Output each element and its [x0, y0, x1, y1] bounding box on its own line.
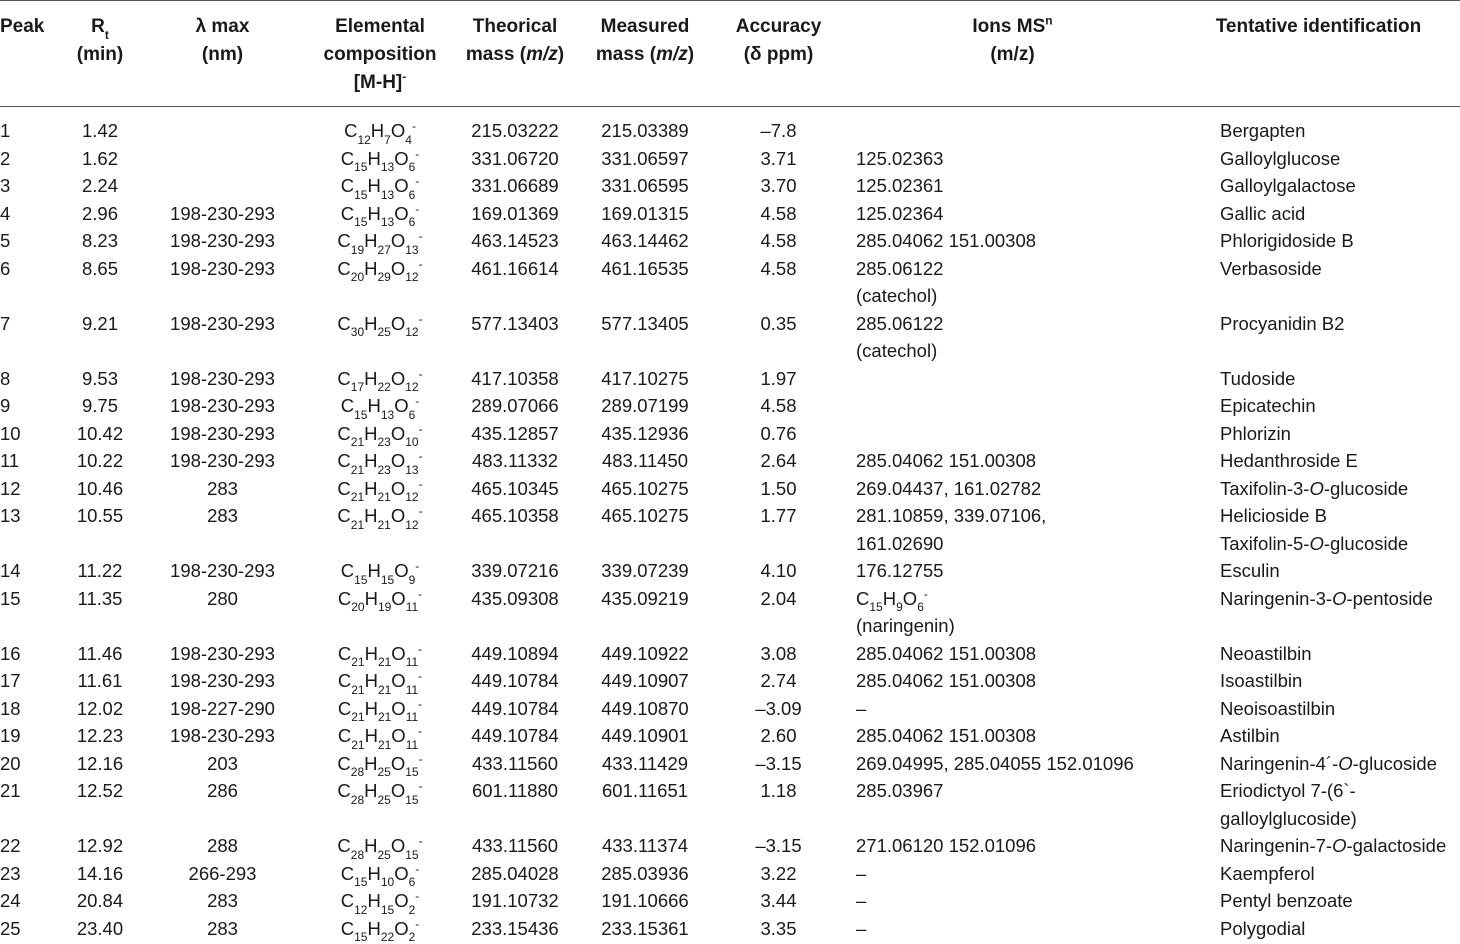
table-row	[0, 887, 1460, 915]
table-row	[0, 777, 1460, 832]
cell-identification: Naringenin-7-O-galactoside	[1220, 835, 1447, 856]
cell-rt: 12.16	[76, 752, 124, 774]
cell-accuracy: 4.58	[760, 395, 797, 416]
cell-formula: $C_{12}H_{15}O_2^-$	[340, 888, 420, 917]
cell-theorical-mass: 285.04028	[471, 862, 559, 884]
cell-accuracy: 2.60	[760, 725, 797, 746]
cell-peak: 12	[0, 477, 21, 499]
cell-lambda: 283	[207, 890, 238, 911]
cell-formula: $C_{15}H_{10}O_6^-$	[340, 861, 420, 890]
cell-peak: 22	[0, 835, 21, 856]
cell-measured-mass: 577.13405	[601, 312, 689, 334]
cell-peak: 24	[0, 890, 21, 911]
cell-ions: –	[856, 917, 867, 939]
cell-rt: 12.23	[76, 725, 124, 746]
cell-accuracy: 3.71	[760, 147, 797, 169]
cell-theorical-mass: 191.10732	[471, 890, 559, 911]
header-measured: Measured mass (m/z)	[595, 16, 695, 65]
cell-measured-mass: 483.11450	[601, 450, 689, 471]
cell-identification: Hedanthroside E	[1220, 450, 1358, 471]
cell-lambda: 203	[207, 752, 238, 774]
cell-measured-mass: 433.11429	[601, 752, 689, 774]
cell-formula: $C_{28}H_{25}O_{15}^-$	[337, 751, 423, 780]
table-row	[0, 915, 1460, 943]
cell-identification: Eriodictyol 7-(6`- galloylglucoside)	[1220, 780, 1357, 829]
cell-formula: $C_{20}H_{19}O_{11}^-$	[337, 586, 423, 615]
cell-peak: 14	[0, 560, 21, 581]
cell-rt: 12.52	[76, 780, 124, 801]
cell-accuracy: 1.77	[760, 505, 797, 526]
cell-ions: $C_{15}H_9O_6^-$ (naringenin)	[856, 586, 955, 636]
cell-measured-mass: 449.10901	[601, 725, 689, 746]
cell-accuracy: 1.18	[760, 780, 797, 801]
cell-rt: 10.42	[76, 422, 124, 444]
cell-peak: 17	[0, 670, 21, 691]
table-row	[0, 310, 1460, 365]
cell-peak: 11	[0, 450, 20, 471]
header-peak: Peak	[0, 16, 45, 37]
cell-measured-mass: 449.10907	[601, 670, 689, 691]
cell-theorical-mass: 577.13403	[471, 312, 559, 334]
cell-rt: 10.46	[76, 477, 124, 499]
cell-rt: 10.22	[76, 450, 124, 471]
cell-rt: 9.75	[81, 395, 118, 416]
cell-measured-mass: 465.10275	[601, 505, 689, 526]
cell-ions: 125.02363	[856, 147, 944, 169]
cell-theorical-mass: 169.01369	[471, 202, 559, 224]
table-row	[0, 227, 1460, 255]
cell-identification: Naringenin-4´-O-glucoside	[1220, 752, 1437, 774]
cell-theorical-mass: 331.06689	[471, 175, 559, 196]
cell-lambda: 198-230-293	[170, 560, 275, 581]
cell-lambda: 198-230-293	[170, 395, 275, 416]
cell-accuracy: –3.15	[755, 752, 802, 774]
cell-formula: $C_{17}H_{22}O_{12}^-$	[337, 366, 423, 395]
cell-measured-mass: 449.10922	[601, 642, 689, 664]
cell-theorical-mass: 233.15436	[471, 917, 559, 939]
cell-peak: 18	[0, 697, 21, 719]
cell-rt: 11.35	[77, 587, 123, 609]
table-row	[0, 640, 1460, 668]
table-row	[0, 585, 1460, 640]
cell-peak: 16	[0, 642, 21, 664]
cell-rt: 9.21	[81, 312, 118, 334]
cell-formula: $C_{15}H_{15}O_9^-$	[340, 558, 420, 587]
cell-accuracy: 3.35	[760, 917, 797, 939]
cell-formula: $C_{28}H_{25}O_{15}^-$	[337, 833, 423, 862]
cell-identification: Phlorigidoside B	[1220, 230, 1354, 251]
cell-lambda: 198-230-293	[170, 257, 275, 279]
cell-rt: 11.61	[77, 670, 123, 691]
cell-ions: 285.03967	[856, 780, 944, 801]
cell-identification: Naringenin-3-O-pentoside	[1220, 587, 1433, 609]
cell-measured-mass: 601.11651	[601, 780, 689, 801]
cell-accuracy: 1.50	[760, 477, 797, 499]
cell-formula: $C_{19}H_{27}O_{13}^-$	[337, 228, 423, 257]
cell-accuracy: 3.44	[760, 890, 797, 911]
cell-lambda: 198-227-290	[170, 697, 275, 719]
cell-peak: 3	[0, 175, 11, 196]
cell-theorical-mass: 463.14523	[471, 230, 559, 251]
cell-peak: 13	[0, 505, 21, 526]
cell-rt: 23.40	[76, 917, 124, 939]
cell-formula: $C_{21}H_{23}O_{13}^-$	[337, 448, 423, 477]
cell-theorical-mass: 417.10358	[471, 367, 559, 389]
cell-theorical-mass: 331.06720	[471, 147, 559, 169]
table-row	[0, 475, 1460, 503]
cell-accuracy: 3.08	[760, 642, 797, 664]
cell-ions: 285.04062 151.00308	[856, 230, 1037, 251]
cell-lambda: 198-230-293	[170, 230, 275, 251]
header-rt: $R_t$ (min)	[76, 16, 124, 65]
cell-rt: 12.02	[76, 697, 124, 719]
cell-measured-mass: 435.12936	[601, 422, 689, 444]
cell-identification: Bergapten	[1220, 120, 1306, 141]
cell-formula: $C_{12}H_7O_4^-$	[344, 118, 416, 147]
table-row	[0, 557, 1460, 585]
table-row	[0, 365, 1460, 393]
cell-formula: $C_{30}H_{25}O_{12}^-$	[337, 311, 423, 340]
table-row	[0, 667, 1460, 695]
cell-peak: 9	[0, 395, 11, 416]
cell-theorical-mass: 435.09308	[471, 587, 559, 609]
cell-peak: 20	[0, 752, 21, 774]
cell-ions: 285.06122 (catechol)	[856, 257, 944, 306]
table-header	[0, 1, 1460, 107]
cell-ions: 285.06122 (catechol)	[856, 312, 944, 361]
cell-identification: Isoastilbin	[1220, 670, 1303, 691]
cell-peak: 10	[0, 422, 21, 444]
cell-peak: 23	[0, 862, 21, 884]
cell-rt: 1.62	[81, 147, 118, 169]
cell-formula: $C_{21}H_{21}O_{12}^-$	[337, 503, 423, 532]
cell-ions: 269.04995, 285.04055 152.01096	[856, 752, 1134, 774]
cell-formula: $C_{15}H_{13}O_6^-$	[340, 146, 420, 175]
cell-lambda: 266-293	[188, 862, 257, 884]
cell-theorical-mass: 483.11332	[471, 450, 559, 471]
cell-measured-mass: 331.06597	[601, 147, 689, 169]
cell-identification: Phlorizin	[1220, 422, 1291, 444]
cell-identification: Epicatechin	[1220, 395, 1316, 416]
table-row	[0, 145, 1460, 173]
cell-measured-mass: 435.09219	[601, 587, 689, 609]
cell-theorical-mass: 449.10784	[471, 725, 559, 746]
cell-ions: 269.04437, 161.02782	[856, 477, 1042, 499]
cell-lambda: 198-230-293	[170, 367, 275, 389]
cell-accuracy: 0.35	[760, 312, 797, 334]
cell-lambda: 198-230-293	[170, 670, 275, 691]
cell-accuracy: 2.64	[760, 450, 797, 471]
cell-theorical-mass: 461.16614	[471, 257, 559, 279]
cell-lambda: 198-230-293	[170, 642, 275, 664]
cell-formula: $C_{15}H_{13}O_6^-$	[340, 393, 420, 422]
cell-measured-mass: 339.07239	[601, 560, 689, 581]
cell-rt: 2.24	[81, 175, 118, 196]
cell-formula: $C_{21}H_{21}O_{12}^-$	[337, 476, 423, 505]
cell-rt: 8.23	[81, 230, 118, 251]
cell-lambda: 280	[207, 587, 238, 609]
header-identification: Tentative identification	[1215, 16, 1422, 37]
cell-accuracy: –3.09	[755, 697, 802, 719]
cell-identification: Tudoside	[1220, 367, 1296, 389]
cell-lambda: 283	[207, 917, 238, 939]
cell-measured-mass: 465.10275	[601, 477, 689, 499]
cell-measured-mass: 461.16535	[601, 257, 689, 279]
cell-ions: –	[856, 862, 867, 884]
cell-lambda: 283	[207, 477, 238, 499]
cell-formula: $C_{15}H_{13}O_6^-$	[340, 201, 420, 230]
cell-ions	[848, 392, 1177, 420]
cell-accuracy: 4.10	[760, 560, 797, 581]
cell-accuracy: 2.04	[760, 587, 797, 609]
cell-formula: $C_{21}H_{21}O_{11}^-$	[337, 641, 423, 670]
table-row	[0, 172, 1460, 200]
cell-formula: $C_{20}H_{29}O_{12}^-$	[337, 256, 423, 285]
table-row	[0, 420, 1460, 448]
cell-identification: Gallic acid	[1220, 202, 1306, 224]
cell-peak: 21	[0, 780, 21, 801]
cell-lambda: 286	[207, 780, 238, 801]
cell-measured-mass: 169.01315	[601, 202, 689, 224]
cell-rt: 14.16	[76, 862, 124, 884]
cell-theorical-mass: 339.07216	[471, 560, 559, 581]
cell-lambda	[134, 172, 311, 200]
cell-lambda: 198-230-293	[170, 725, 275, 746]
cell-measured-mass: 433.11374	[601, 835, 689, 856]
cell-measured-mass: 191.10666	[601, 890, 689, 911]
cell-theorical-mass: 465.10358	[471, 505, 559, 526]
cell-peak: 1	[0, 120, 11, 141]
cell-theorical-mass: 433.11560	[471, 835, 559, 856]
cell-theorical-mass: 289.07066	[471, 395, 559, 416]
header-accuracy: Accuracy (δ ppm)	[735, 16, 822, 65]
cell-ions: 285.04062 151.00308	[856, 725, 1037, 746]
cell-accuracy: 1.97	[760, 367, 797, 389]
table-row	[0, 117, 1460, 145]
cell-theorical-mass: 601.11880	[471, 780, 559, 801]
table-body	[0, 107, 1460, 943]
cell-accuracy: 4.58	[760, 257, 797, 279]
cell-peak: 15	[0, 587, 21, 609]
header-theorical: Theorical mass (m/z)	[465, 16, 565, 65]
cell-peak: 19	[0, 725, 21, 746]
cell-theorical-mass: 449.10784	[471, 670, 559, 691]
cell-ions: 285.04062 151.00308	[856, 642, 1037, 664]
cell-measured-mass: 285.03936	[601, 862, 689, 884]
cell-peak: 8	[0, 367, 11, 389]
cell-measured-mass: 417.10275	[601, 367, 689, 389]
cell-rt: 8.65	[81, 257, 118, 279]
cell-formula: $C_{21}H_{23}O_{10}^-$	[337, 421, 423, 450]
cell-ions: –	[856, 697, 867, 719]
cell-identification: Neoisoastilbin	[1220, 697, 1336, 719]
cell-peak: 6	[0, 257, 11, 279]
table-row	[0, 200, 1460, 228]
table-row	[0, 392, 1460, 420]
cell-peak: 4	[0, 202, 11, 224]
table-row	[0, 447, 1460, 475]
cell-peak: 7	[0, 312, 11, 334]
cell-theorical-mass: 449.10784	[471, 697, 559, 719]
cell-identification: Galloylglucose	[1220, 147, 1341, 169]
cell-ions: 176.12755	[856, 560, 944, 581]
cell-formula: $C_{21}H_{21}O_{11}^-$	[337, 723, 423, 752]
header-ions: Ions $MS^n$ (m/z)	[972, 13, 1053, 65]
header-lambda: λ max (nm)	[195, 16, 250, 65]
cell-theorical-mass: 465.10345	[471, 477, 559, 499]
cell-lambda: 198-230-293	[170, 450, 275, 471]
cell-ions: 125.02364	[856, 202, 944, 224]
cell-peak: 5	[0, 230, 11, 251]
cell-ions: 285.04062 151.00308	[856, 450, 1037, 471]
cell-theorical-mass: 215.03222	[471, 120, 559, 141]
cell-measured-mass: 331.06595	[601, 175, 689, 196]
cell-identification: Procyanidin B2	[1220, 312, 1345, 334]
cell-lambda	[134, 145, 311, 173]
cell-ions	[848, 117, 1177, 145]
cell-accuracy: 0.76	[760, 422, 797, 444]
cell-rt: 11.22	[77, 560, 123, 581]
cell-ions: 125.02361	[856, 175, 944, 196]
cell-formula: $C_{15}H_{22}O_2^-$	[340, 916, 420, 944]
cell-accuracy: 4.58	[760, 230, 797, 251]
cell-lambda: 198-230-293	[170, 422, 275, 444]
cell-ions	[848, 420, 1177, 448]
cell-peak: 2	[0, 147, 11, 169]
cell-measured-mass: 449.10870	[601, 697, 689, 719]
table-row	[0, 832, 1460, 860]
cell-identification: Kaempferol	[1220, 862, 1315, 884]
cell-accuracy: 4.58	[760, 202, 797, 224]
cell-accuracy: 3.22	[760, 862, 797, 884]
cell-identification: Esculin	[1220, 560, 1280, 581]
cell-theorical-mass: 449.10894	[471, 642, 559, 664]
cell-accuracy: –3.15	[755, 835, 802, 856]
cell-identification: Astilbin	[1220, 725, 1280, 746]
cell-measured-mass: 233.15361	[601, 917, 689, 939]
cell-identification: Pentyl benzoate	[1220, 890, 1353, 911]
cell-lambda	[134, 117, 311, 145]
cell-formula: $C_{21}H_{21}O_{11}^-$	[337, 668, 423, 697]
cell-lambda: 283	[207, 505, 238, 526]
cell-ions: –	[856, 890, 867, 911]
table-row	[0, 255, 1460, 310]
cell-lambda: 288	[207, 835, 238, 856]
cell-lambda: 198-230-293	[170, 202, 275, 224]
header-elemental: Elemental composition [M-H]-	[323, 16, 437, 93]
cell-accuracy: –7.8	[760, 120, 797, 141]
cell-formula: $C_{15}H_{13}O_6^-$	[340, 173, 420, 202]
cell-ions: 285.04062 151.00308	[856, 670, 1037, 691]
table-row	[0, 860, 1460, 888]
cell-rt: 10.55	[76, 505, 124, 526]
cell-rt: 12.92	[76, 835, 124, 856]
cell-formula: $C_{28}H_{25}O_{15}^-$	[337, 778, 423, 807]
table-row	[0, 502, 1460, 557]
cell-identification: Taxifolin-3-O-glucoside	[1220, 477, 1409, 499]
cell-rt: 9.53	[81, 367, 118, 389]
cell-rt: 2.96	[81, 202, 118, 224]
cell-rt: 1.42	[81, 120, 118, 141]
cell-theorical-mass: 433.11560	[471, 752, 559, 774]
cell-lambda: 198-230-293	[170, 312, 275, 334]
cell-identification: Verbasoside	[1220, 257, 1322, 279]
table-row	[0, 750, 1460, 778]
cell-rt: 11.46	[77, 642, 123, 664]
cell-identification: Helicioside B Taxifolin-5-O-glucoside	[1220, 505, 1409, 554]
cell-theorical-mass: 435.12857	[471, 422, 559, 444]
table-row	[0, 722, 1460, 750]
cell-peak: 25	[0, 917, 21, 939]
cell-identification: Neoastilbin	[1220, 642, 1312, 664]
cell-identification: Galloylgalactose	[1220, 175, 1356, 196]
cell-ions: 271.06120 152.01096	[856, 835, 1037, 856]
cell-measured-mass: 289.07199	[601, 395, 689, 416]
cell-identification: Polygodial	[1220, 917, 1306, 939]
cell-formula: $C_{21}H_{21}O_{11}^-$	[337, 696, 423, 725]
cell-accuracy: 2.74	[760, 670, 797, 691]
cell-ions: 281.10859, 339.07106, 161.02690	[856, 505, 1047, 554]
cell-measured-mass: 463.14462	[601, 230, 689, 251]
cell-accuracy: 3.70	[760, 175, 797, 196]
table-row	[0, 695, 1460, 723]
cell-measured-mass: 215.03389	[601, 120, 689, 141]
cell-rt: 20.84	[76, 890, 124, 911]
cell-ions	[848, 365, 1177, 393]
